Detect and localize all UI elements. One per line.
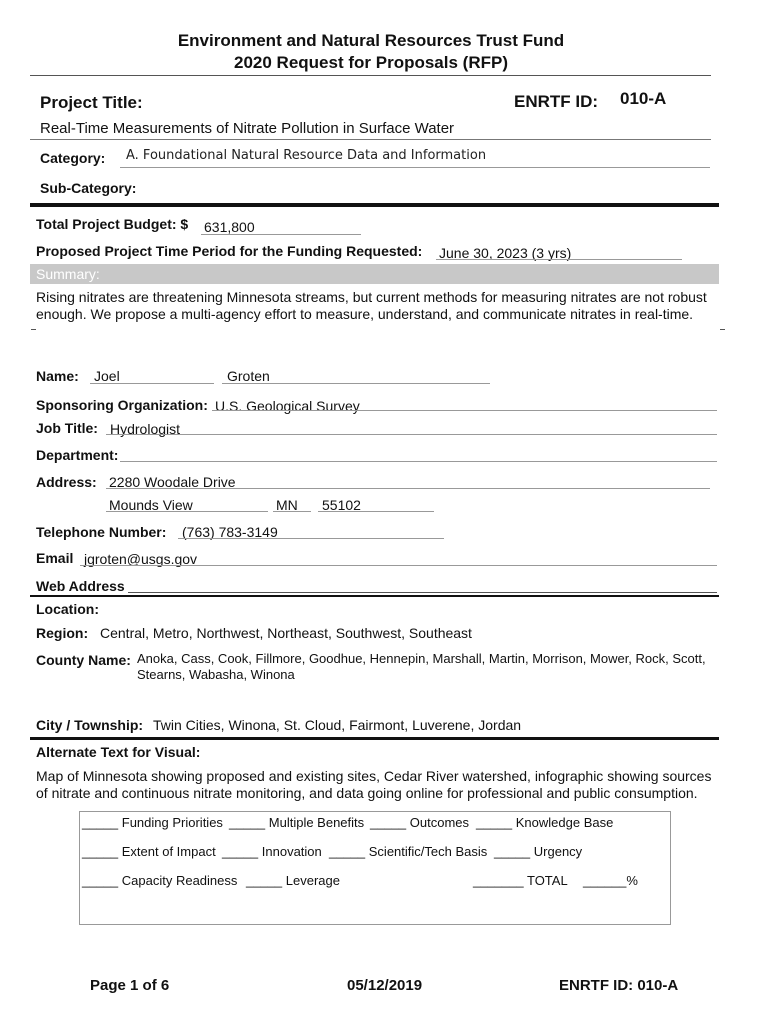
footer-enrtf-id: ENRTF ID: 010-A (559, 977, 679, 994)
enrtf-id-value: 010-A (620, 89, 667, 108)
address-street[interactable]: 2280 Woodale Drive (109, 474, 236, 490)
contact-divider (30, 595, 719, 597)
period-label: Proposed Project Time Period for the Funding Requested: (36, 243, 423, 259)
category-value[interactable]: A. Foundational Natural Resource Data and Information (126, 148, 487, 163)
first-name-value[interactable]: Joel (94, 368, 120, 384)
score-capacity-readiness[interactable]: _____ Capacity Readiness (82, 873, 238, 888)
address-street-line (106, 488, 710, 489)
score-innovation[interactable]: _____ Innovation (222, 844, 322, 859)
category-label: Category: (40, 150, 106, 166)
department-line (120, 461, 717, 462)
address-label: Address: (36, 474, 97, 490)
summary-tick-left (31, 329, 36, 330)
project-title-label: Project Title: (40, 93, 143, 112)
score-funding-priorities[interactable]: _____ Funding Priorities (82, 815, 223, 830)
web-address-label: Web Address (36, 578, 125, 594)
city-label: City / Township: (36, 717, 144, 733)
period-line (436, 259, 682, 260)
score-multiple-benefits[interactable]: _____ Multiple Benefits (229, 815, 365, 830)
summary-bar (30, 264, 719, 284)
footer-date: 05/12/2019 (347, 977, 423, 994)
org-line (212, 410, 717, 411)
score-percent[interactable]: ______% (583, 873, 638, 888)
address-city[interactable]: Mounds View (109, 497, 193, 513)
project-title-value[interactable]: Real-Time Measurements of Nitrate Pollution in Surface Water (40, 120, 455, 137)
title-divider (30, 139, 711, 140)
period-value[interactable]: June 30, 2023 (3 yrs) (439, 245, 572, 261)
last-name-line (222, 383, 490, 384)
location-divider (30, 737, 719, 740)
job-title-value[interactable]: Hydrologist (110, 421, 181, 437)
address-city-line (106, 511, 268, 512)
document-subtitle: 2020 Request for Proposals (RFP) (234, 53, 508, 72)
summary-text[interactable]: Rising nitrates are threatening Minnesota streams, but current methods for measuring nitrates are not robust enough. We propose a multi-agency effort to measure, understand, and communicate nitrates in real-time. (36, 289, 707, 322)
last-name-value[interactable]: Groten (227, 368, 270, 384)
email-label: Email (36, 550, 74, 566)
summary-label: Summary: (36, 266, 100, 282)
location-label: Location: (36, 601, 99, 617)
region-value[interactable]: Central, Metro, Northwest, Northeast, Southwest, Southeast (100, 625, 472, 641)
address-zip-line (318, 511, 434, 512)
org-label: Sponsoring Organization: (36, 397, 208, 413)
header-divider (30, 75, 711, 76)
subcategory-label: Sub-Category: (40, 180, 137, 196)
visual-text[interactable]: Map of Minnesota showing proposed and existing sites, Cedar River watershed, infographic showing sources of nitrate and continuous nitrate monitoring, and data going online for professional and public consumption. (36, 768, 712, 801)
phone-line (178, 538, 444, 539)
summary-tick-right (720, 329, 725, 330)
enrtf-id-label: ENRTF ID: (514, 92, 599, 111)
email-value[interactable]: jgroten@usgs.gov (84, 551, 198, 567)
address-state[interactable]: MN (276, 497, 298, 513)
score-total[interactable]: _______ TOTAL (473, 873, 568, 888)
score-knowledge-base[interactable]: _____ Knowledge Base (476, 815, 614, 830)
budget-label: Total Project Budget: $ (36, 216, 189, 232)
document-title: Environment and Natural Resources Trust Fund (177, 31, 565, 50)
county-value[interactable]: Anoka, Cass, Cook, Fillmore, Goodhue, Hennepin, Marshall, Martin, Morrison, Mower, Rock, Scott, Stearns, Wabasha, Winona (137, 651, 706, 682)
org-value[interactable]: U.S. Geological Survey (215, 398, 360, 414)
score-extent-of-impact[interactable]: _____ Extent of Impact (82, 844, 216, 859)
job-title-line (106, 434, 717, 435)
job-title-label: Job Title: (36, 420, 98, 436)
department-label: Department: (36, 447, 119, 463)
visual-label: Alternate Text for Visual: (36, 744, 201, 760)
address-state-line (273, 511, 311, 512)
city-value[interactable]: Twin Cities, Winona, St. Cloud, Fairmont, Luverene, Jordan (153, 717, 522, 733)
phone-value[interactable]: (763) 783-3149 (182, 524, 278, 540)
footer-page-number: Page 1 of 6 (90, 977, 170, 994)
score-leverage[interactable]: _____ Leverage (246, 873, 340, 888)
email-line (80, 565, 717, 566)
score-urgency[interactable]: _____ Urgency (494, 844, 583, 859)
category-line (120, 167, 710, 168)
region-label: Region: (36, 625, 89, 641)
first-name-line (90, 383, 214, 384)
web-address-line (128, 592, 717, 593)
section-divider-thick (30, 203, 719, 207)
budget-line (201, 234, 361, 235)
address-zip[interactable]: 55102 (322, 497, 361, 513)
budget-value[interactable]: 631,800 (204, 219, 255, 235)
score-outcomes[interactable]: _____ Outcomes (370, 815, 470, 830)
score-scientific-tech-basis[interactable]: _____ Scientific/Tech Basis (329, 844, 488, 859)
name-label: Name: (36, 368, 79, 384)
phone-label: Telephone Number: (36, 524, 167, 540)
county-label: County Name: (36, 652, 131, 668)
